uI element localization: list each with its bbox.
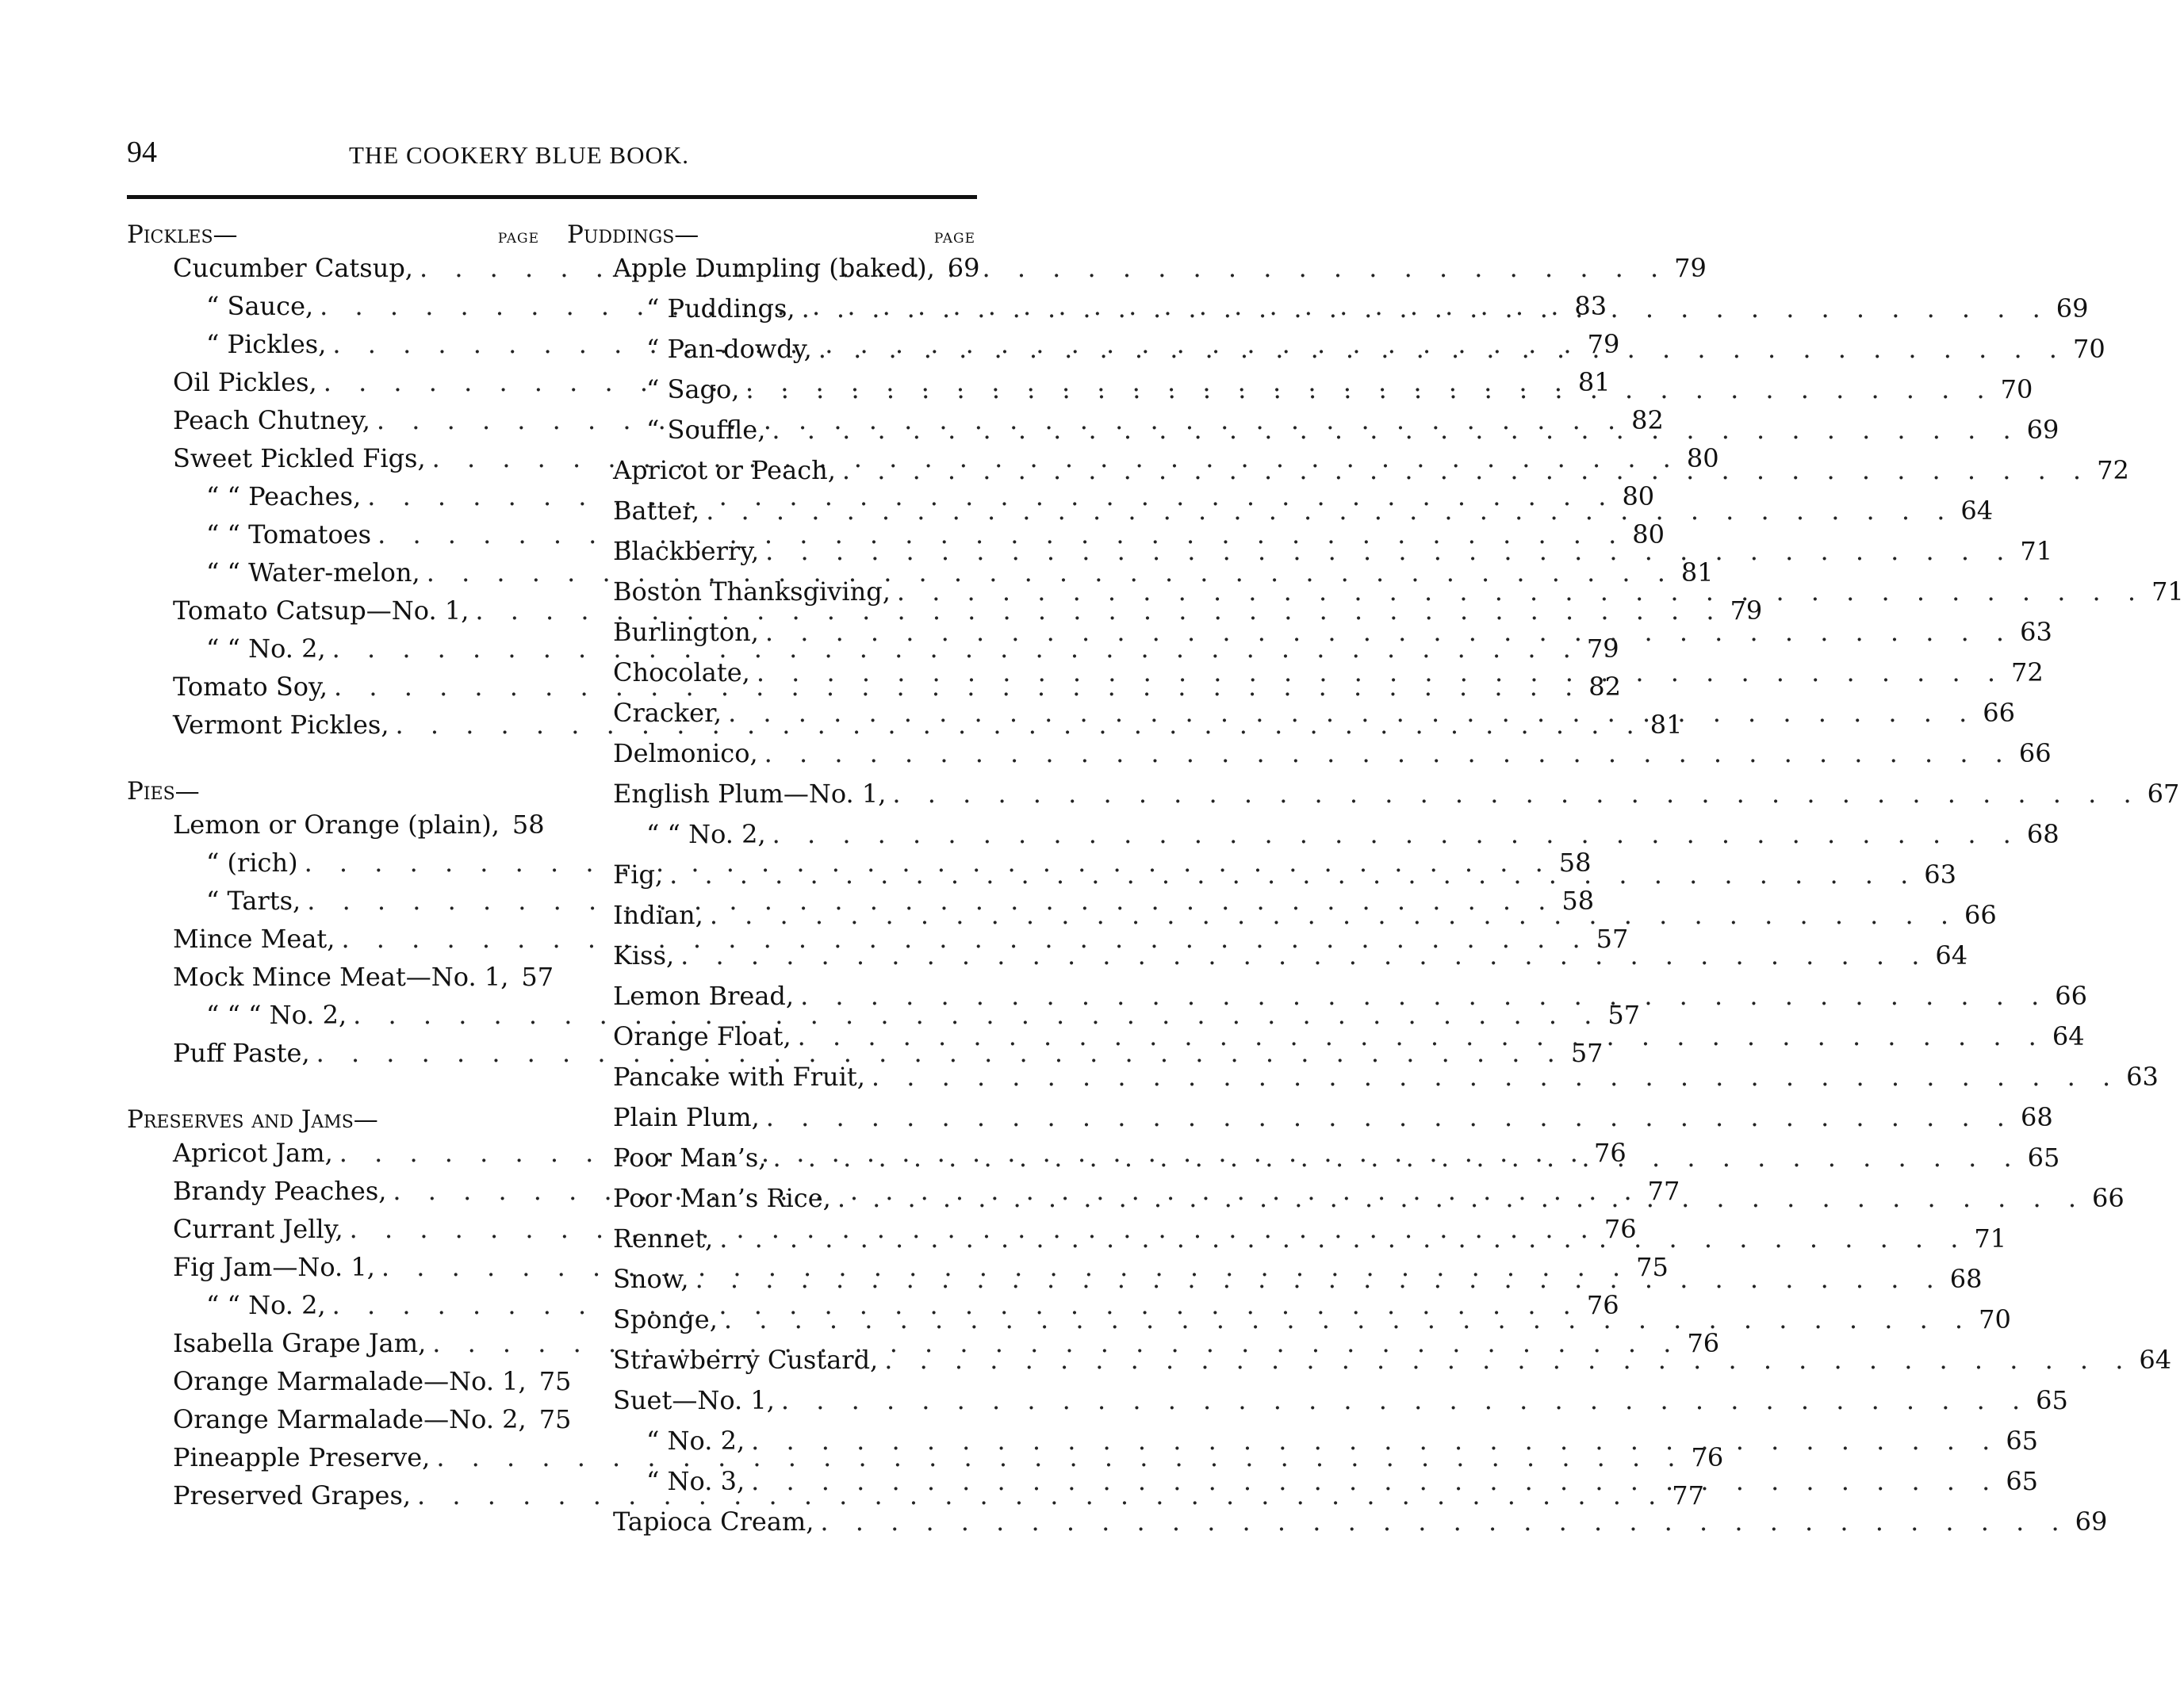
entry-page: 79	[1587, 329, 1620, 359]
entry-title: Batter,	[613, 496, 700, 526]
entry-title: Puff Paste,	[173, 1038, 310, 1068]
leader-dots	[820, 1503, 2068, 1541]
entry-title: Burlington,	[613, 617, 759, 647]
entry-page: 69	[2075, 1506, 2108, 1537]
entry-page: 58	[512, 810, 545, 840]
entry-page: 81	[1577, 367, 1611, 397]
entry-page: 72	[2097, 455, 2129, 485]
entry-title: Blackberry,	[613, 536, 760, 566]
entry-title: “ “ Water-melon,	[206, 557, 420, 588]
leader-dots	[745, 370, 1994, 408]
entry-page: 64	[2139, 1345, 2172, 1375]
index-entry	[567, 1058, 2159, 1098]
entry-page: 80	[1632, 519, 1665, 549]
entry-title: Mock Mince Meat—No. 1,	[173, 962, 509, 992]
entry-page: 69	[947, 253, 980, 283]
entry-page: 68	[2020, 1102, 2053, 1132]
section-title: Pies—	[127, 777, 200, 806]
entry-title: Plain Plum,	[613, 1102, 760, 1132]
entry-title: Indian,	[613, 900, 703, 930]
entry-title: “ Sago,	[646, 374, 740, 404]
entry-page: 75	[1636, 1252, 1669, 1282]
index-entry	[127, 958, 554, 996]
entry-page: 68	[2026, 819, 2059, 849]
entry-page: 70	[2072, 334, 2105, 364]
header-rule	[127, 195, 977, 199]
leader-dots	[751, 1422, 1999, 1460]
leader-dots	[772, 411, 2020, 449]
entry-page: 72	[2011, 657, 2044, 687]
entry-page: 63	[2126, 1062, 2159, 1092]
entry-page: 82	[1588, 672, 1621, 702]
entry-page: 76	[1604, 1214, 1637, 1244]
entry-title: Tapioca Cream,	[613, 1506, 814, 1537]
entry-page: 58	[1561, 886, 1595, 916]
entry-page: 68	[1949, 1264, 1983, 1294]
leader-dots	[892, 775, 2140, 813]
entry-title: Currant Jelly,	[173, 1214, 343, 1244]
entry-page: 64	[1935, 940, 1968, 971]
entry-title: Cucumber Catsup,	[173, 253, 413, 283]
page-column-label: PAGE	[497, 231, 539, 247]
leader-dots	[842, 451, 2090, 489]
page-column-label: PAGE	[933, 231, 975, 247]
entry-page: 75	[538, 1366, 572, 1396]
entry-page: 66	[2055, 981, 2087, 1011]
entry-title: “ “ No. 2,	[206, 1290, 326, 1320]
leader-dots	[837, 1179, 2086, 1217]
index-entry	[127, 806, 545, 844]
entry-page: 80	[1622, 481, 1655, 511]
entry-page: 76	[1691, 1442, 1724, 1472]
index-entry	[567, 775, 2180, 815]
entry-page: 70	[1979, 1304, 2011, 1334]
entry-title: Vermont Pickles,	[173, 710, 389, 740]
entry-page: 57	[1570, 1038, 1604, 1068]
leader-dots	[884, 1341, 2132, 1379]
entry-title: Peach Chutney,	[173, 405, 370, 435]
entry-title: Orange Marmalade—No. 2,	[173, 1404, 527, 1434]
entry-title: “ Pan-dowdy,	[646, 334, 812, 364]
leader-dots	[757, 653, 2005, 691]
entry-page: 57	[521, 962, 554, 992]
index-entry	[567, 1098, 2053, 1139]
entry-page: 63	[1924, 859, 1957, 890]
entry-title: Pineapple Preserve,	[173, 1442, 431, 1472]
running-title: THE COOKERY BLUE BOOK.	[349, 141, 690, 169]
entry-title: “ Puddings,	[646, 293, 795, 324]
entry-page: 66	[1964, 900, 1997, 930]
entry-page: 58	[1558, 848, 1592, 878]
index-entry	[567, 815, 2059, 856]
entry-title: Fig Jam—No. 1,	[173, 1252, 375, 1282]
entry-title: Kiss,	[613, 940, 675, 971]
entry-title: Sweet Pickled Figs,	[173, 443, 426, 473]
leader-dots	[728, 694, 1976, 732]
entry-title: Lemon Bread,	[613, 981, 795, 1011]
leader-dots	[802, 289, 2050, 327]
entry-page: 79	[1730, 595, 1763, 626]
entry-page: 76	[1593, 1138, 1627, 1168]
entry-title: “ No. 3,	[646, 1466, 745, 1496]
leader-dots	[669, 856, 1918, 894]
leader-dots	[781, 1381, 2029, 1419]
entry-page: 64	[2052, 1021, 2085, 1051]
entry-title: “ No. 2,	[646, 1426, 745, 1456]
entry-title: “ “ No. 2,	[646, 819, 766, 849]
entry-title: Poor Man’s Rice,	[613, 1183, 831, 1213]
leader-dots	[695, 1260, 1944, 1298]
entry-page: 65	[2036, 1385, 2068, 1415]
page-number: 94	[127, 136, 157, 169]
entry-page: 82	[1631, 405, 1664, 435]
entry-title: Strawberry Custard,	[613, 1345, 879, 1375]
entry-title: Fig,	[613, 859, 664, 890]
entry-title: Oil Pickles,	[173, 367, 317, 397]
leader-dots	[798, 1017, 2046, 1055]
entry-title: Brandy Peaches,	[173, 1176, 387, 1206]
entry-title: Tomato Catsup—No. 1,	[173, 595, 469, 626]
entry-title: Apricot Jam,	[173, 1138, 333, 1168]
entry-title: Rennet,	[613, 1223, 714, 1254]
leader-dots	[751, 1462, 1999, 1500]
entry-page: 79	[1586, 634, 1619, 664]
entry-page: 76	[1687, 1328, 1720, 1358]
leader-dots	[766, 1098, 2014, 1136]
leader-dots	[719, 1219, 1968, 1258]
entry-page: 71	[2151, 576, 2184, 607]
index-entry	[127, 553, 1714, 591]
entry-title: “ “ “ No. 2,	[206, 1000, 347, 1030]
entry-page: 69	[2056, 293, 2089, 324]
entry-title: Cracker,	[613, 698, 722, 728]
entry-title: Chocolate,	[613, 657, 750, 687]
section-title: Pickles—	[127, 220, 238, 249]
entry-page: 65	[2006, 1466, 2039, 1496]
section-title: Puddings—	[567, 220, 699, 249]
entry-title: English Plum—No. 1,	[613, 779, 887, 809]
entry-page: 64	[1960, 496, 1994, 526]
leader-dots	[765, 532, 2013, 570]
index-entry	[127, 1400, 572, 1438]
entry-page: 81	[1680, 557, 1714, 588]
entry-title: Orange Marmalade—No. 1,	[173, 1366, 527, 1396]
entry-title: Sponge,	[613, 1304, 718, 1334]
entry-page: 65	[2006, 1426, 2039, 1456]
entry-title: Poor Man’s,	[613, 1143, 767, 1173]
entry-page: 65	[2027, 1143, 2060, 1173]
entry-title: Orange Float,	[613, 1021, 791, 1051]
entry-page: 66	[2018, 738, 2052, 768]
leader-dots	[724, 1300, 1972, 1338]
leader-dots	[800, 977, 2048, 1015]
entry-title: Mince Meat,	[173, 924, 335, 954]
entry-page: 76	[1586, 1290, 1619, 1320]
leader-dots	[872, 1058, 2120, 1096]
index-entry	[567, 734, 2052, 775]
entry-page: 77	[1647, 1176, 1680, 1206]
entry-title: “ “ Peaches,	[206, 481, 362, 511]
entry-title: “ Tarts,	[206, 886, 301, 916]
entry-title: “ “ No. 2,	[206, 634, 326, 664]
entry-title: Pancake with Fruit,	[613, 1062, 865, 1092]
entry-title: Boston Thanksgiving,	[613, 576, 891, 607]
index-entry	[567, 249, 980, 289]
entry-title: Snow,	[613, 1264, 689, 1294]
entry-page: 80	[1686, 443, 1719, 473]
entry-title: Apricot or Peach,	[613, 455, 836, 485]
entry-page: 66	[1983, 698, 2015, 728]
entry-page: 63	[2020, 617, 2052, 647]
entry-title: Tomato Soy,	[173, 672, 328, 702]
entry-page: 66	[2092, 1183, 2125, 1213]
entry-page: 83	[1574, 291, 1607, 321]
leader-dots	[772, 815, 2021, 853]
entry-title: Isabella Grape Jam,	[173, 1328, 427, 1358]
entry-title: “ Pickles,	[206, 329, 327, 359]
entry-page: 75	[538, 1404, 572, 1434]
entry-page: 57	[1596, 924, 1629, 954]
leader-dots	[765, 613, 2013, 651]
entry-page: 71	[1974, 1223, 2007, 1254]
index-entry	[127, 1362, 572, 1400]
entry-page: 81	[1649, 710, 1683, 740]
section-title: Preserves and Jams—	[127, 1105, 378, 1134]
entry-title: “ “ Tomatoes	[206, 519, 372, 549]
leader-dots	[680, 936, 1929, 974]
entry-page: 77	[1672, 1480, 1704, 1510]
entry-title: “ (rich)	[206, 848, 298, 878]
leader-dots	[772, 1139, 2021, 1177]
entry-title: Delmonico,	[613, 738, 758, 768]
leader-dots	[764, 734, 2013, 772]
leader-dots	[706, 492, 1954, 530]
entry-title: Suet—No. 1,	[613, 1385, 775, 1415]
leader-dots	[818, 330, 2067, 368]
entry-title: Lemon or Orange (plain),	[173, 810, 500, 840]
entry-title: Apple Dumpling (baked),	[613, 253, 935, 283]
entry-page: 69	[2026, 415, 2059, 445]
entry-page: 57	[1607, 1000, 1641, 1030]
entry-title: Preserved Grapes,	[173, 1480, 412, 1510]
index-entry	[567, 1381, 2068, 1422]
leader-dots	[897, 572, 2145, 611]
leader-dots	[710, 896, 1958, 934]
entry-page: 70	[2000, 374, 2033, 404]
entry-page: 79	[1674, 253, 1707, 283]
entry-page: 71	[2020, 536, 2053, 566]
index-entry	[567, 1503, 2108, 1543]
entry-title: “ Sauce,	[206, 291, 314, 321]
entry-title: “ Souffle,	[646, 415, 766, 445]
entry-page: 67	[2147, 779, 2180, 809]
